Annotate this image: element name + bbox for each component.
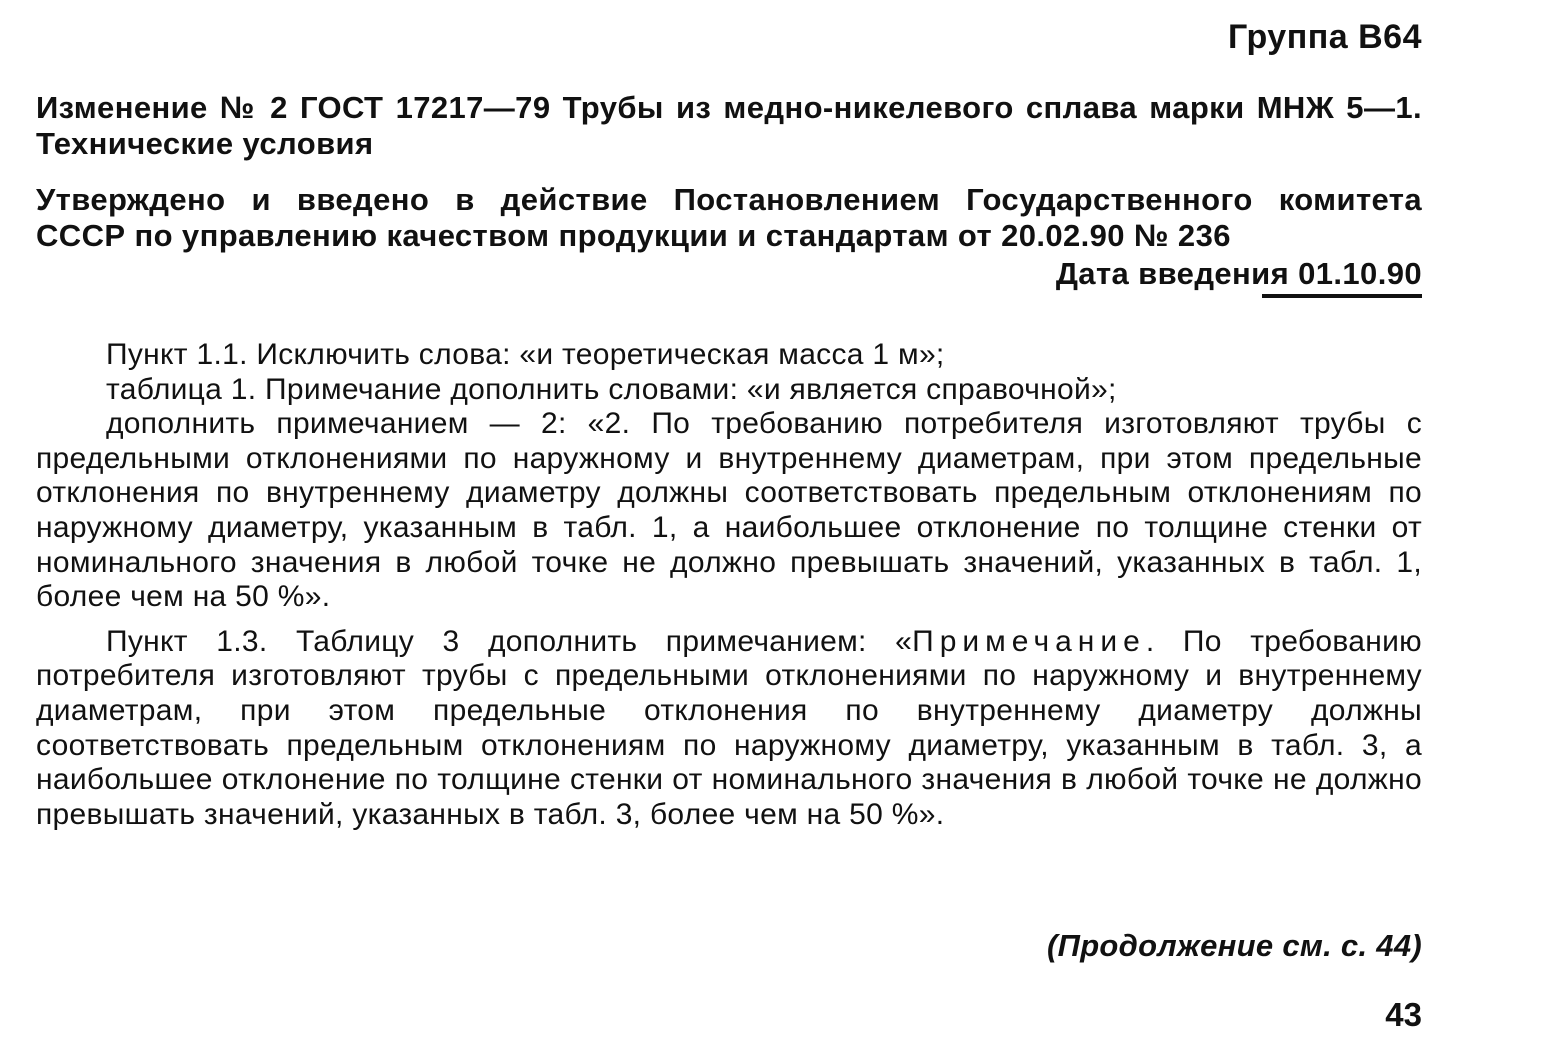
document-page [36,18,1422,1038]
effective-date-underline [1262,294,1422,298]
paragraph-item-1-3 [36,625,1422,833]
paragraph-item-1-1: Пункт 1.1. Исключить слова: «и теоретическая масса 1 м»; [106,338,945,371]
item-1-3-intro: Пункт 1.3. Таблицу 3 дополнить примечанием: « [106,624,913,658]
approval-statement [36,182,1422,254]
approval-line-2: СССР по управлению качеством продукции и стандартам от 20.02.90 № 236 [36,218,1231,253]
note-heading: Примечание [912,624,1146,658]
page-number: 43 [1385,996,1422,1033]
effective-date: Дата введения 01.10.90 [1055,256,1422,291]
group-label: Группа В64 [1227,18,1422,56]
item-1-3-text: . По требованию потребителя изготовляют трубы с предельными отклонениями по наружному и внутреннему диаметрам, при этом предельные отклонения по внутреннему диаметру должны соответствовать предельным отклонениям по наружному диаметру, указанным в табл. 3, а наибольшее отклонение по толщине стенки от номинального значения в любой точке не должно превышать значений, указанных в табл. 3, более чем на 50 %». [36,624,1422,831]
document-title: Изменение № 2 ГОСТ 17217—79 Трубы из медно-никелевого сплава марки МНЖ 5—1. Технические условия [36,90,1422,161]
paragraph-table-1-note: таблица 1. Примечание дополнить словами: «и является справочной»; [106,372,1117,406]
amendment-body [36,338,1422,832]
continuation-note: (Продолжение см. с. 44) [1046,928,1422,963]
approval-line-1: Утверждено и введено в действие Постановлением Государственного комитета [36,182,1422,217]
paragraph-note-2: дополнить примечанием — 2: «2. По требованию потребителя изготовляют трубы с предельными отклонениями по наружному и внутреннему диаметрам, при этом предельные отклонения по внутреннему диаметру должны соответствовать предельным отклонениям по наружному диаметру, указанным в табл. 1, а наибольшее отклонение по толщине стенки от номинального значения в любой точке не должно превышать значений, указанных в табл. 1, более чем на 50 %». [36,407,1422,614]
